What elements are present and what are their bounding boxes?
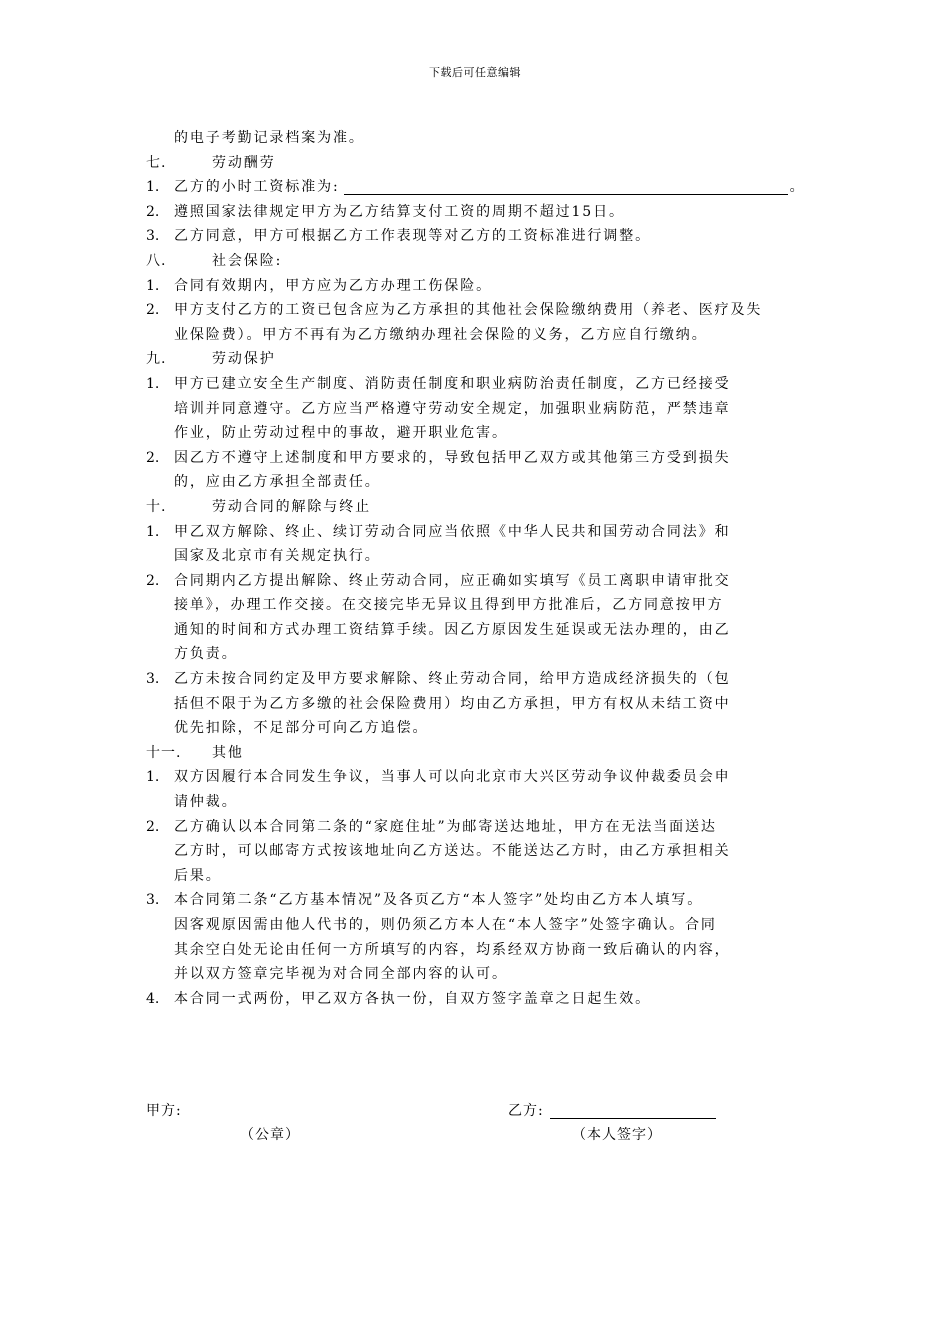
- clause-text-body: 乙方确认以本合同第二条的“家庭住址”为邮寄送达地址，甲方在无法当面送达: [174, 818, 717, 835]
- section-number: 八.: [146, 252, 167, 269]
- clause-item: [146, 200, 810, 225]
- clause-continuation: 其余空白处无论由任何一方所填写的内容，均系经双方协商一致后确认的内容，: [174, 941, 731, 958]
- clause-number: 2.: [146, 449, 160, 466]
- clause-continuation: 业保险费）。甲方不再有为乙方缴纳办理社会保险的义务，乙方应自行缴纳。: [174, 326, 708, 343]
- clause-item: [146, 520, 810, 545]
- section-number: 七.: [146, 154, 167, 171]
- clause-text-body: 乙方同意，甲方可根据乙方工作表现等对乙方的工资标准进行调整。: [174, 228, 651, 245]
- section-number: 十.: [146, 498, 167, 515]
- clause-continuation: 乙方时，可以邮寄方式按该地址向乙方送达。不能送达乙方时，由乙方承担相关: [174, 843, 731, 860]
- clause-item: [146, 987, 810, 1012]
- clause-continuation: 的电子考勤记录档案为准。: [174, 130, 365, 146]
- clause-number: 1.: [146, 523, 160, 540]
- party-a-label: 甲方:: [146, 1103, 182, 1119]
- section-title: 劳动合同的解除与终止: [212, 498, 371, 515]
- clause-text: [174, 372, 731, 397]
- clause-text-body: 双方因履行本合同发生争议，当事人可以向北京市大兴区劳动争议仲裁委员会申: [174, 769, 731, 786]
- clause-text-body: 因乙方不遵守上述制度和甲方要求的，导致包括甲乙双方或其他第三方受到损失: [174, 449, 731, 466]
- section-number: 十一.: [146, 744, 182, 761]
- clause-text: [174, 888, 703, 913]
- clause-item: [146, 372, 810, 397]
- page-header: 下载后可任意编辑: [429, 66, 521, 79]
- clause-continuation: 通知的时间和方式办理工资结算手续。因乙方原因发生延误或无法办理的，由乙: [174, 621, 731, 638]
- clause-number: 2.: [146, 818, 160, 835]
- section-title: 社会保险:: [212, 252, 283, 269]
- section-heading: [146, 741, 810, 766]
- clause-text: [174, 765, 731, 790]
- clause-text-body: 乙方的小时工资标准为:: [174, 179, 340, 196]
- clause-number: 3.: [146, 228, 160, 245]
- section-heading: [146, 495, 810, 520]
- section-title: 其他: [212, 744, 244, 761]
- clause-number: 2.: [146, 302, 160, 319]
- clause-text-body: 合同有效期内，甲方应为乙方办理工伤保险。: [174, 277, 492, 294]
- clause-item: [146, 446, 810, 471]
- clause-item: [146, 765, 810, 790]
- section-heading: [146, 151, 810, 176]
- clause-continuation: 作业，防止劳动过程中的事故，避开职业危害。: [174, 425, 508, 442]
- party-a-seal-note: （公章）: [240, 1127, 300, 1143]
- clause-continuation: 国家及北京市有关规定执行。: [174, 548, 381, 565]
- clause-period: 。: [789, 179, 806, 196]
- clause-number: 1.: [146, 179, 160, 196]
- section-heading: [146, 347, 810, 372]
- clause-item: [146, 815, 810, 840]
- clause-number: 1.: [146, 277, 160, 294]
- clause-number: 3.: [146, 892, 160, 909]
- clause-text-body: 乙方未按合同约定及甲方要求解除、终止劳动合同，给甲方造成经济损失的（包: [174, 671, 731, 688]
- clause-item: [146, 667, 810, 692]
- clause-text: [174, 200, 625, 225]
- clause-continuation: 因客观原因需由他人代书的，则仍须乙方本人在“本人签字”处签字确认。合同: [174, 917, 717, 933]
- clause-text-body: 遵照国家法律规定甲方为乙方结算支付工资的周期不超过15日。: [174, 203, 625, 220]
- clause-text: [174, 175, 806, 200]
- clause-text: [174, 815, 717, 840]
- clause-number: 3.: [146, 671, 160, 688]
- clause-continuation: 请仲裁。: [174, 794, 238, 811]
- clause-number: 2.: [146, 203, 160, 220]
- clause-text-body: 本合同一式两份，甲乙双方各执一份，自双方签字盖章之日起生效。: [174, 990, 651, 1007]
- clause-continuation: 括但不限于为乙方多缴的社会保险费用）均由乙方承担，甲方有权从未结工资中: [174, 695, 731, 712]
- clause-number: 1.: [146, 375, 160, 392]
- section-heading: [146, 249, 810, 274]
- clause-text: [174, 520, 731, 545]
- clause-continuation: 优先扣除，不足部分可向乙方追偿。: [174, 720, 429, 737]
- section-number: 九.: [146, 351, 167, 368]
- clause-continuation: 并以双方签章完毕视为对合同全部内容的认可。: [174, 966, 508, 983]
- clause-continuation: 后果。: [174, 867, 222, 884]
- clause-item: [146, 175, 810, 200]
- party-b-label: 乙方:: [508, 1103, 544, 1119]
- clause-text-body: 合同期内乙方提出解除、终止劳动合同，应正确如实填写《员工离职申请审批交: [174, 572, 731, 589]
- clause-continuation: 培训并同意遵守。乙方应当严格遵守劳动安全规定，加强职业病防范，严禁违章: [174, 400, 731, 417]
- clause-text: [174, 987, 651, 1012]
- clause-item: [146, 274, 810, 299]
- clause-number: 2.: [146, 572, 160, 589]
- clause-item: [146, 569, 810, 594]
- party-b-signature: [508, 1100, 716, 1120]
- clause-item: [146, 298, 810, 323]
- section-title: 劳动保护: [212, 351, 276, 368]
- clause-text: [174, 569, 731, 594]
- clause-text-body: 甲方支付乙方的工资已包含应为乙方承担的其他社会保险缴纳费用（养老、医疗及失: [174, 302, 763, 319]
- clause-number: 1.: [146, 769, 160, 786]
- clause-continuation: 接单》，办理工作交接。在交接完毕无异议且得到甲方批准后，乙方同意按甲方: [174, 597, 724, 614]
- clause-continuation: 的，应由乙方承担全部责任。: [174, 474, 381, 491]
- clause-continuation: 方负责。: [174, 646, 238, 663]
- clause-text: [174, 446, 731, 471]
- clause-text-body: 甲乙双方解除、终止、续订劳动合同应当依照《中华人民共和国劳动合同法》和: [174, 523, 731, 540]
- clause-text-body: 本合同第二条“乙方基本情况”及各页乙方“本人签字”处均由乙方本人填写。: [174, 892, 704, 909]
- clause-item: [146, 888, 810, 913]
- clause-number: 4.: [146, 990, 160, 1007]
- clause-text: [174, 274, 492, 299]
- party-b-signature-line[interactable]: [550, 1104, 716, 1119]
- clause-item: [146, 224, 810, 249]
- clause-text: [174, 298, 762, 323]
- clause-text-body: 甲方已建立安全生产制度、消防责任制度和职业病防治责任制度，乙方已经接受: [174, 375, 731, 392]
- section-title: 劳动酬劳: [212, 154, 276, 171]
- clause-text: [174, 667, 731, 692]
- clause-text: [174, 224, 651, 249]
- contract-body: [146, 126, 810, 1011]
- party-b-sign-note: （本人签字）: [572, 1127, 662, 1143]
- hourly-wage-blank[interactable]: [344, 180, 788, 195]
